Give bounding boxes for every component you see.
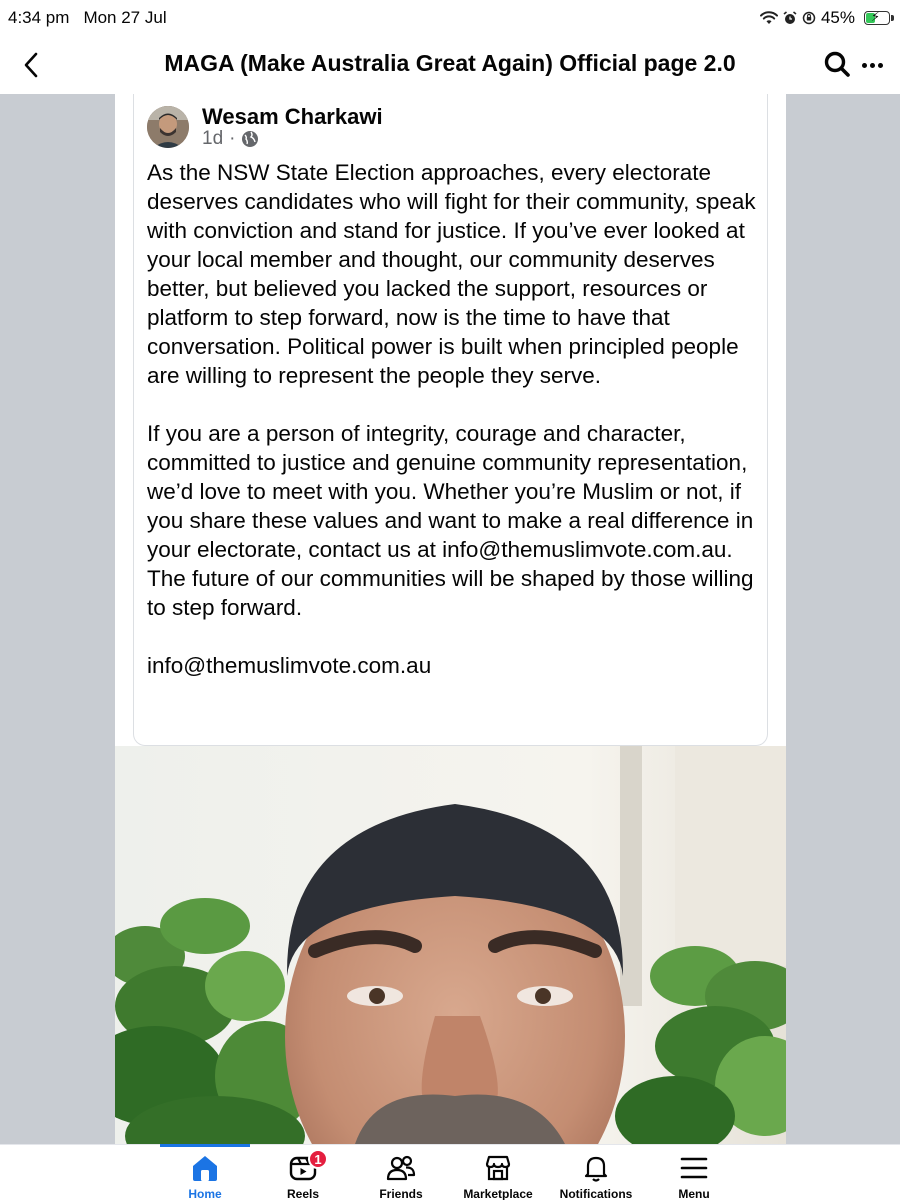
friends-icon — [386, 1153, 416, 1183]
post-paragraph: If you are a person of integrity, courage and character, committed to justice and genuine community representation, we’d love to meet with you. Whether you’re Muslim or not, if you share these values and want to make a real difference in your electorate, contact us at info@themuslimvote.com.au. The future of our communities will be shaped by those willing to step forward. — [147, 421, 754, 620]
bell-icon — [581, 1153, 611, 1183]
battery-percent: 45% — [820, 8, 855, 27]
more-dot-icon — [870, 63, 875, 68]
shared-post-card[interactable] — [133, 94, 768, 746]
tab-marketplace[interactable] — [448, 1145, 548, 1200]
more-dot-icon — [862, 63, 867, 68]
globe-icon — [241, 130, 259, 148]
tab-label: Menu — [678, 1187, 710, 1200]
tab-notifications[interactable] — [546, 1145, 646, 1200]
tab-home[interactable] — [155, 1145, 255, 1200]
reels-icon — [288, 1151, 322, 1183]
meta-separator: · — [229, 128, 236, 149]
post — [115, 94, 786, 1144]
notification-badge: 1 — [308, 1149, 328, 1169]
alarm-icon — [783, 11, 797, 25]
video-frame — [115, 746, 786, 1144]
feed — [0, 94, 900, 1144]
more-options-button[interactable] — [856, 49, 888, 81]
post-time[interactable]: 1d — [202, 128, 224, 149]
tab-label: Notifications — [559, 1187, 633, 1200]
author-name[interactable]: Wesam Charkawi — [202, 104, 383, 129]
post-paragraph: As the NSW State Election approaches, every electorate deserves candidates who will fight for their community, speak with conviction and stand for justice. If you’ve ever looked at your local member and thought, our community deserves better, but believed you lacked the support, resources or platform to step forward, now is the time to have that conversation. Political power is built when principled people are willing to represent the people they serve. — [147, 160, 756, 388]
post-meta — [202, 128, 259, 150]
video-player[interactable] — [115, 746, 786, 1144]
battery-icon — [864, 11, 890, 25]
page-header — [0, 36, 900, 94]
menu-icon — [679, 1153, 709, 1183]
tab-label: Home — [188, 1187, 222, 1200]
bottom-tab-bar — [0, 1144, 900, 1200]
tab-label: Reels — [286, 1187, 320, 1200]
status-date: Mon 27 Jul — [83, 8, 167, 27]
search-button[interactable] — [822, 49, 854, 81]
orientation-lock-icon — [802, 11, 816, 25]
status-time: 4:34 pm — [8, 8, 70, 27]
tab-friends[interactable] — [351, 1145, 451, 1200]
post-text — [147, 158, 759, 680]
marketplace-icon — [483, 1153, 513, 1183]
tab-label: Marketplace — [463, 1187, 533, 1200]
tab-menu[interactable] — [644, 1145, 744, 1200]
tab-reels[interactable] — [253, 1145, 353, 1200]
charging-icon: ⚡ — [871, 9, 881, 24]
home-icon — [190, 1153, 220, 1183]
page-title: MAGA (Make Australia Great Again) Official page 2.0 — [164, 50, 736, 76]
wifi-icon — [760, 11, 778, 25]
more-dot-icon — [878, 63, 883, 68]
post-email-link[interactable]: info@themuslimvote.com.au — [147, 653, 432, 678]
tab-label: Friends — [379, 1187, 423, 1200]
search-icon — [822, 49, 854, 81]
status-bar — [0, 0, 900, 36]
avatar[interactable] — [147, 106, 189, 148]
